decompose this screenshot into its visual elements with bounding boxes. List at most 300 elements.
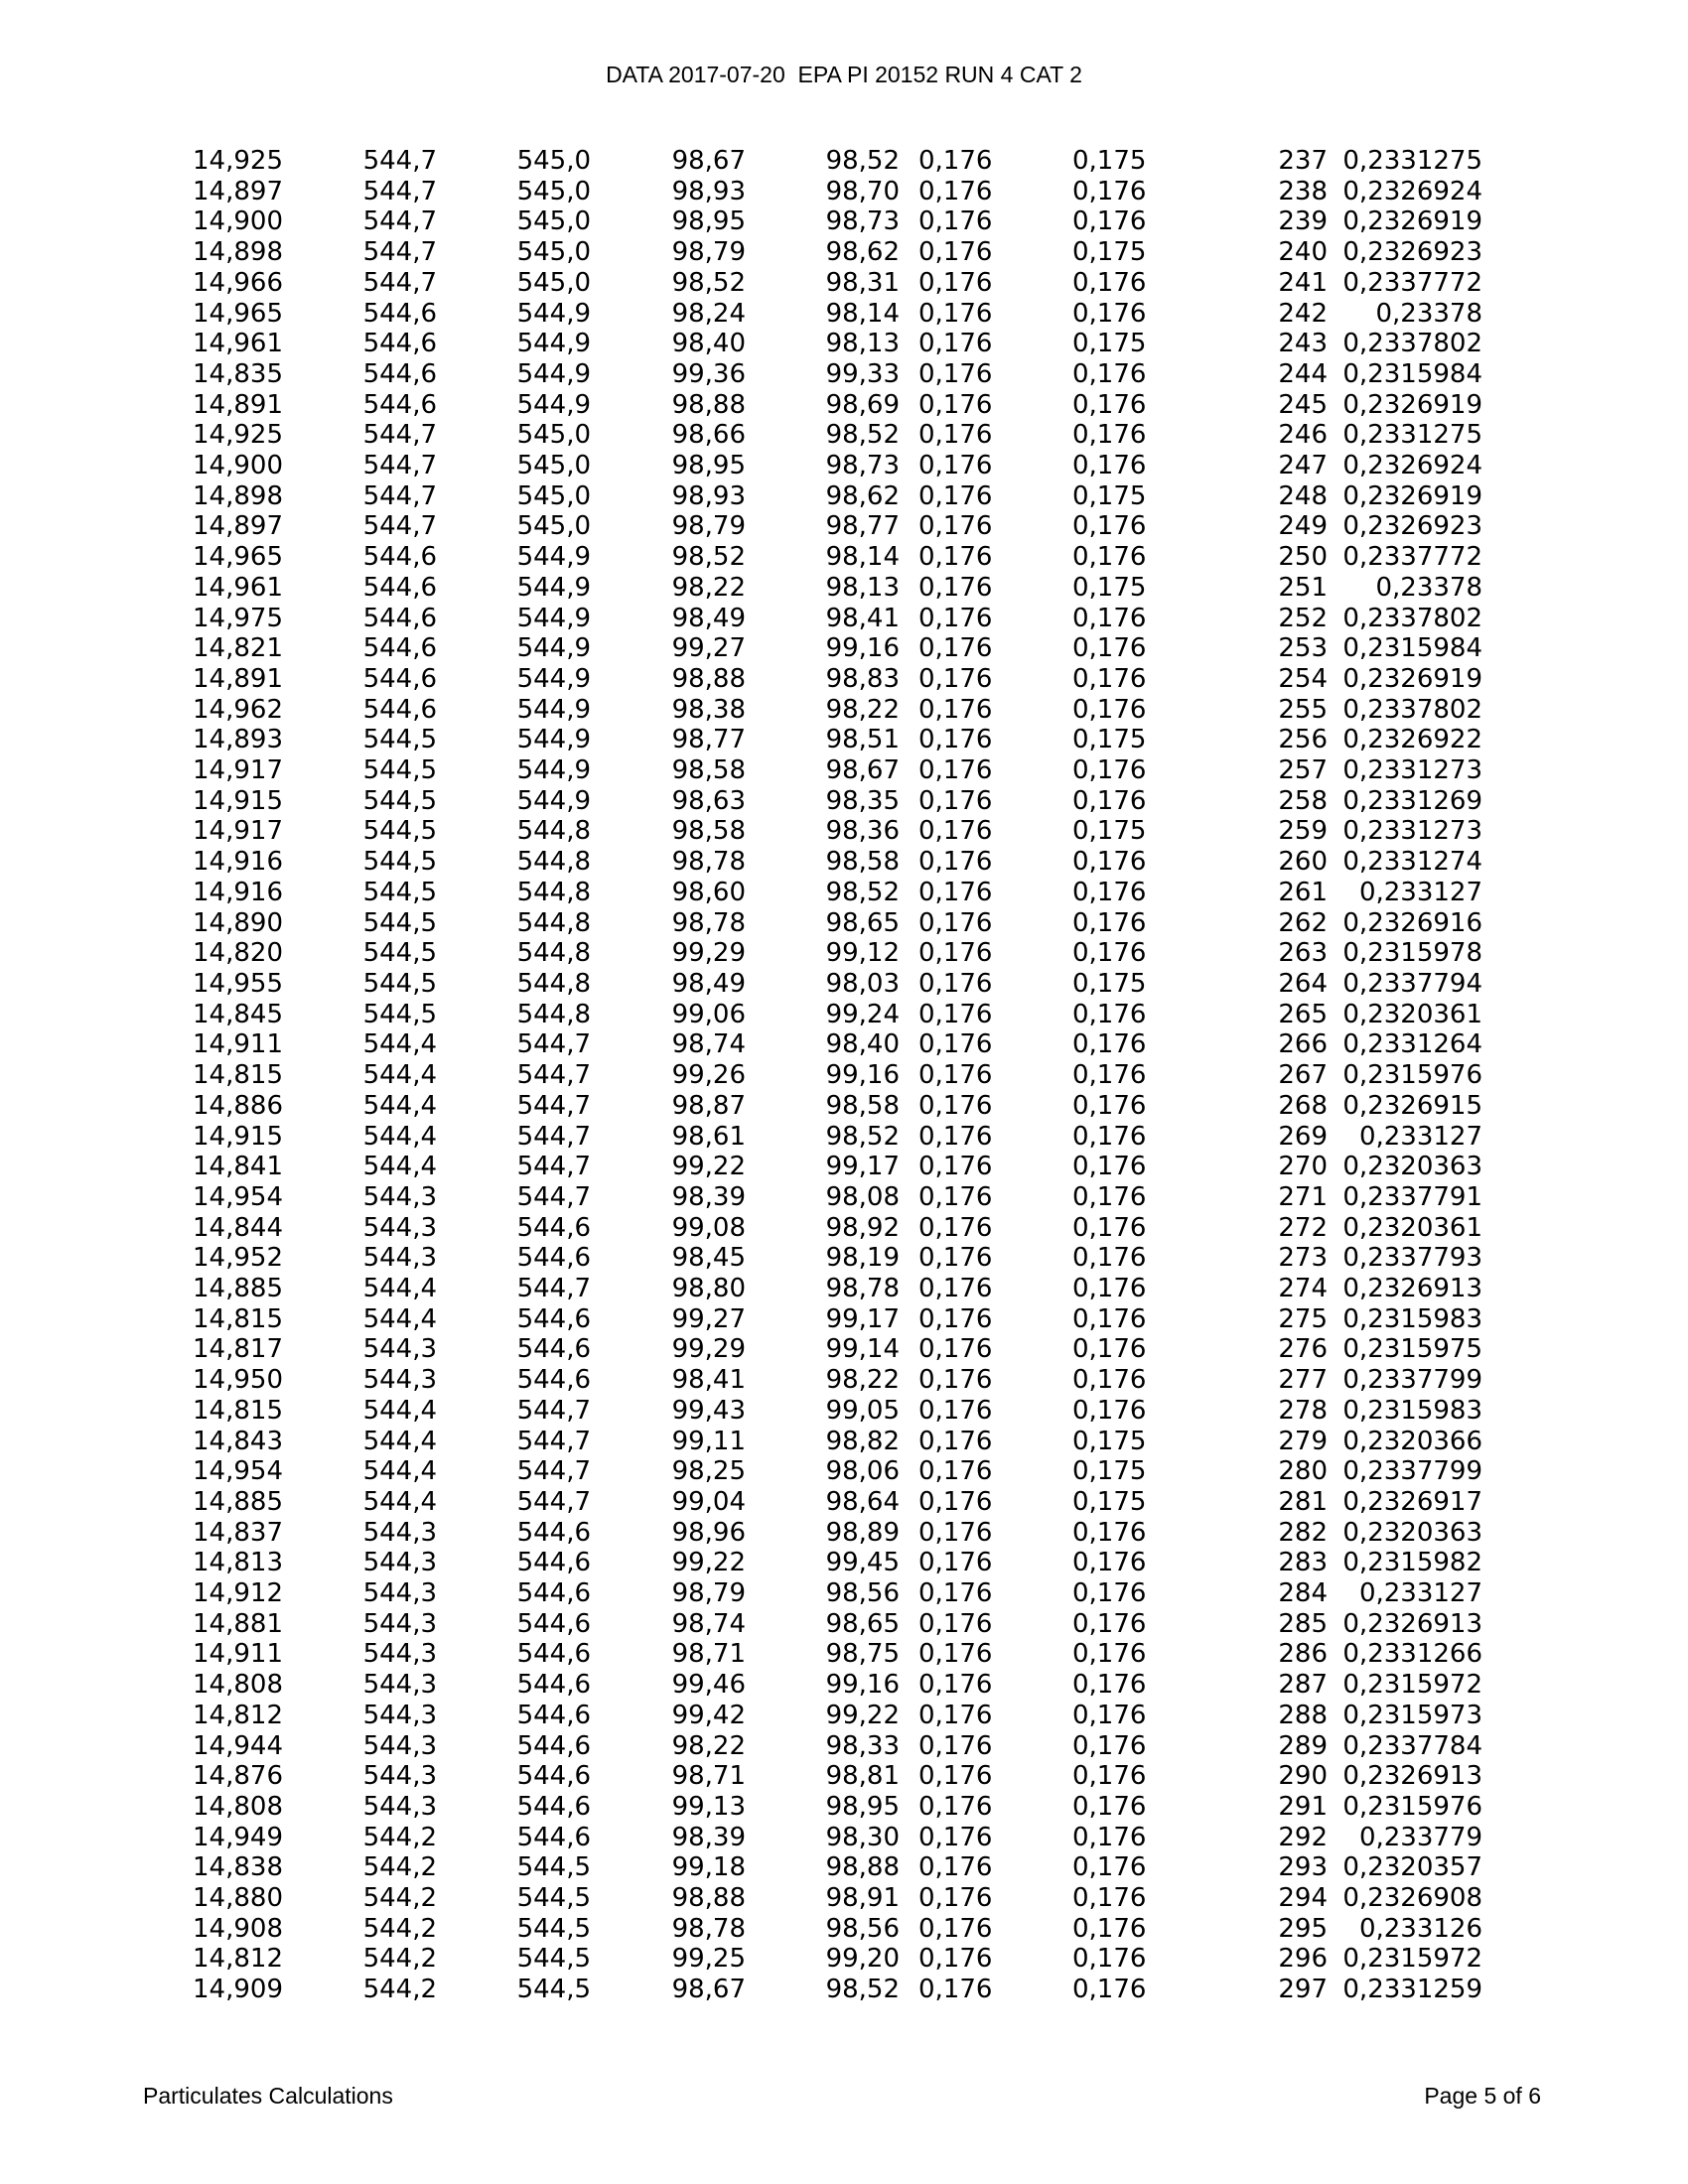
- table-cell: 0,176: [1072, 1517, 1147, 1548]
- table-cell: 0,2337799: [1342, 1456, 1482, 1487]
- table-cell: 98,63: [671, 785, 746, 816]
- table-cell: 14,808: [193, 1670, 283, 1701]
- table-cell: 99,45: [825, 1548, 900, 1578]
- table-cell: 0,2315984: [1342, 633, 1482, 664]
- table-cell: 544,5: [362, 725, 437, 755]
- table-cell: 98,52: [671, 542, 746, 573]
- table-row: [169, 1029, 1482, 1060]
- table-cell: 98,39: [671, 1822, 746, 1852]
- table-cell: 544,7: [516, 1152, 591, 1182]
- table-cell: 544,3: [362, 1700, 437, 1730]
- table-row: [169, 359, 1482, 390]
- table-cell: 544,9: [516, 603, 591, 633]
- table-cell: 98,65: [825, 1608, 900, 1639]
- table-cell: 544,4: [362, 1060, 437, 1091]
- table-cell: 239: [1278, 206, 1328, 237]
- table-cell: 275: [1278, 1303, 1328, 1334]
- table-cell: 0,175: [1072, 1426, 1147, 1456]
- table-cell: 98,88: [671, 1883, 746, 1914]
- table-row: [169, 390, 1482, 421]
- table-cell: 544,7: [516, 1090, 591, 1121]
- table-cell: 0,2326917: [1342, 1486, 1482, 1517]
- table-cell: 544,9: [516, 358, 591, 389]
- table-cell: 0,176: [918, 1670, 993, 1701]
- table-cell: 544,6: [516, 1243, 591, 1274]
- table-cell: 0,176: [918, 877, 993, 907]
- table-cell: 0,176: [918, 511, 993, 542]
- table-cell: 544,8: [516, 938, 591, 969]
- table-cell: 98,52: [825, 1121, 900, 1152]
- table-cell: 0,176: [1072, 1060, 1147, 1091]
- table-cell: 98,14: [825, 542, 900, 573]
- table-cell: 14,841: [193, 1152, 283, 1182]
- table-cell: 98,74: [671, 1608, 746, 1639]
- table-cell: 0,176: [918, 603, 993, 633]
- table-cell: 0,175: [1072, 725, 1147, 755]
- table-cell: 0,176: [1072, 1181, 1147, 1212]
- table-cell: 0,2331275: [1342, 146, 1482, 176]
- table-cell: 0,2337802: [1342, 694, 1482, 725]
- table-cell: 544,9: [516, 663, 591, 694]
- table-cell: 0,176: [918, 1639, 993, 1670]
- table-cell: 544,2: [362, 1975, 437, 2005]
- table-cell: 544,2: [362, 1852, 437, 1883]
- table-row: [169, 1456, 1482, 1487]
- table-cell: 98,93: [671, 480, 746, 511]
- table-cell: 98,33: [825, 1730, 900, 1761]
- table-cell: 14,975: [193, 603, 283, 633]
- table-cell: 99,12: [825, 938, 900, 969]
- table-row: [169, 177, 1482, 207]
- table-cell: 289: [1278, 1730, 1328, 1761]
- table-cell: 243: [1278, 329, 1328, 359]
- table-cell: 99,22: [671, 1548, 746, 1578]
- table-cell: 281: [1278, 1486, 1328, 1517]
- table-cell: 0,2315978: [1342, 938, 1482, 969]
- table-cell: 98,78: [671, 907, 746, 938]
- table-cell: 98,25: [671, 1456, 746, 1487]
- table-cell: 14,897: [193, 176, 283, 206]
- table-cell: 544,8: [516, 907, 591, 938]
- table-row: [169, 237, 1482, 268]
- table-cell: 99,04: [671, 1486, 746, 1517]
- table-cell: 249: [1278, 511, 1328, 542]
- table-row: [169, 1487, 1482, 1518]
- table-cell: 0,176: [918, 633, 993, 664]
- footer-title: Particulates Calculations: [143, 2083, 393, 2109]
- table-cell: 0,2315976: [1342, 1060, 1482, 1091]
- table-cell: 98,74: [671, 1029, 746, 1060]
- table-cell: 0,2326913: [1342, 1274, 1482, 1304]
- table-cell: 98,58: [671, 816, 746, 847]
- table-cell: 544,9: [516, 725, 591, 755]
- table-cell: 0,176: [1072, 785, 1147, 816]
- table-cell: 0,176: [1072, 877, 1147, 907]
- table-cell: 544,3: [362, 1334, 437, 1365]
- table-cell: 99,11: [671, 1426, 746, 1456]
- table-cell: 0,233127: [1358, 1121, 1482, 1152]
- table-cell: 0,2326924: [1342, 451, 1482, 481]
- table-cell: 98,88: [671, 663, 746, 694]
- table-cell: 544,7: [362, 451, 437, 481]
- table-cell: 0,176: [1072, 1029, 1147, 1060]
- table-cell: 287: [1278, 1670, 1328, 1701]
- table-cell: 99,06: [671, 999, 746, 1029]
- table-cell: 14,880: [193, 1883, 283, 1914]
- table-cell: 544,5: [362, 785, 437, 816]
- table-cell: 98,22: [671, 1730, 746, 1761]
- table-cell: 544,3: [362, 1181, 437, 1212]
- table-cell: 14,950: [193, 1365, 283, 1396]
- table-cell: 0,176: [1072, 511, 1147, 542]
- table-cell: 0,175: [1072, 480, 1147, 511]
- table-cell: 0,176: [918, 146, 993, 176]
- table-row: [169, 695, 1482, 726]
- table-cell: 14,966: [193, 267, 283, 298]
- table-cell: 0,176: [918, 1548, 993, 1578]
- table-cell: 0,176: [1072, 1395, 1147, 1426]
- table-row: [169, 511, 1482, 542]
- table-cell: 98,95: [825, 1791, 900, 1822]
- table-cell: 238: [1278, 176, 1328, 206]
- table-cell: 98,82: [825, 1426, 900, 1456]
- table-cell: 297: [1278, 1975, 1328, 2005]
- table-cell: 14,915: [193, 1121, 283, 1152]
- table-cell: 99,43: [671, 1395, 746, 1426]
- table-cell: 98,67: [671, 1975, 746, 2005]
- table-cell: 241: [1278, 267, 1328, 298]
- table-cell: 278: [1278, 1395, 1328, 1426]
- table-cell: 98,70: [825, 176, 900, 206]
- table-cell: 247: [1278, 451, 1328, 481]
- table-cell: 544,3: [362, 1517, 437, 1548]
- table-cell: 99,20: [825, 1944, 900, 1975]
- table-cell: 14,911: [193, 1029, 283, 1060]
- data-table: [169, 146, 1482, 2005]
- table-cell: 14,954: [193, 1456, 283, 1487]
- table-cell: 98,96: [671, 1517, 746, 1548]
- table-cell: 14,925: [193, 420, 283, 451]
- table-row: [169, 1609, 1482, 1640]
- table-cell: 544,6: [516, 1517, 591, 1548]
- table-cell: 14,954: [193, 1181, 283, 1212]
- table-cell: 0,176: [918, 329, 993, 359]
- table-cell: 14,808: [193, 1791, 283, 1822]
- table-cell: 0,2337794: [1342, 968, 1482, 999]
- table-cell: 544,5: [362, 847, 437, 878]
- table-cell: 0,2315975: [1342, 1334, 1482, 1365]
- table-cell: 0,176: [1072, 298, 1147, 329]
- table-row: [169, 268, 1482, 299]
- table-cell: 98,88: [825, 1852, 900, 1883]
- table-cell: 98,22: [825, 694, 900, 725]
- table-cell: 0,176: [1072, 907, 1147, 938]
- table-cell: 0,176: [918, 1334, 993, 1365]
- table-cell: 0,2337791: [1342, 1181, 1482, 1212]
- table-row: [169, 1334, 1482, 1365]
- table-cell: 544,9: [516, 542, 591, 573]
- table-cell: 14,898: [193, 480, 283, 511]
- table-row: [169, 816, 1482, 847]
- table-cell: 0,176: [918, 1395, 993, 1426]
- table-cell: 98,93: [671, 176, 746, 206]
- table-cell: 0,2326908: [1342, 1883, 1482, 1914]
- table-cell: 544,6: [362, 329, 437, 359]
- table-cell: 98,77: [671, 725, 746, 755]
- table-cell: 260: [1278, 847, 1328, 878]
- table-cell: 0,175: [1072, 572, 1147, 603]
- table-cell: 246: [1278, 420, 1328, 451]
- table-row: [169, 1396, 1482, 1427]
- table-cell: 98,75: [825, 1639, 900, 1670]
- table-cell: 254: [1278, 663, 1328, 694]
- table-cell: 544,5: [362, 999, 437, 1029]
- table-row: [169, 1182, 1482, 1213]
- table-cell: 0,2315972: [1342, 1944, 1482, 1975]
- table-cell: 14,965: [193, 542, 283, 573]
- table-cell: 544,6: [362, 663, 437, 694]
- table-row: [169, 908, 1482, 939]
- table-cell: 0,176: [918, 1365, 993, 1396]
- table-cell: 98,36: [825, 816, 900, 847]
- table-cell: 0,176: [918, 1975, 993, 2005]
- table-cell: 270: [1278, 1152, 1328, 1182]
- table-cell: 0,2315982: [1342, 1548, 1482, 1578]
- table-cell: 14,815: [193, 1060, 283, 1091]
- table-cell: 245: [1278, 389, 1328, 420]
- table-cell: 257: [1278, 755, 1328, 786]
- table-cell: 98,22: [825, 1365, 900, 1396]
- table-cell: 98,58: [825, 1090, 900, 1121]
- table-cell: 544,4: [362, 1029, 437, 1060]
- table-cell: 0,2326919: [1342, 480, 1482, 511]
- table-cell: 98,83: [825, 663, 900, 694]
- table-cell: 98,78: [825, 1274, 900, 1304]
- table-cell: 544,3: [362, 1548, 437, 1578]
- table-row: [169, 1823, 1482, 1853]
- table-cell: 544,3: [362, 1365, 437, 1396]
- table-cell: 14,885: [193, 1486, 283, 1517]
- table-cell: 99,29: [671, 938, 746, 969]
- table-cell: 282: [1278, 1517, 1328, 1548]
- table-cell: 280: [1278, 1456, 1328, 1487]
- table-cell: 0,176: [918, 1730, 993, 1761]
- table-cell: 0,176: [918, 237, 993, 268]
- table-cell: 544,2: [362, 1944, 437, 1975]
- table-cell: 544,7: [362, 176, 437, 206]
- table-cell: 544,9: [516, 694, 591, 725]
- table-cell: 99,24: [825, 999, 900, 1029]
- table-cell: 0,233779: [1358, 1822, 1482, 1852]
- table-cell: 0,176: [1072, 847, 1147, 878]
- table-cell: 262: [1278, 907, 1328, 938]
- table-row: [169, 786, 1482, 817]
- table-cell: 0,176: [918, 968, 993, 999]
- table-cell: 0,176: [918, 1243, 993, 1274]
- table-cell: 98,95: [671, 206, 746, 237]
- table-cell: 286: [1278, 1639, 1328, 1670]
- table-cell: 0,175: [1072, 329, 1147, 359]
- table-row: [169, 1518, 1482, 1549]
- table-row: [169, 1152, 1482, 1182]
- table-cell: 544,5: [362, 968, 437, 999]
- table-cell: 0,176: [1072, 267, 1147, 298]
- table-cell: 0,176: [918, 1822, 993, 1852]
- table-cell: 544,6: [516, 1578, 591, 1609]
- table-cell: 98,71: [671, 1761, 746, 1792]
- table-cell: 98,95: [671, 451, 746, 481]
- table-cell: 0,176: [918, 938, 993, 969]
- table-cell: 98,80: [671, 1274, 746, 1304]
- table-cell: 545,0: [516, 420, 591, 451]
- table-cell: 544,6: [362, 603, 437, 633]
- table-cell: 98,79: [671, 237, 746, 268]
- table-cell: 0,176: [1072, 420, 1147, 451]
- table-cell: 0,176: [918, 1274, 993, 1304]
- table-cell: 0,2326913: [1342, 1761, 1482, 1792]
- table-cell: 290: [1278, 1761, 1328, 1792]
- table-cell: 250: [1278, 542, 1328, 573]
- table-cell: 99,46: [671, 1670, 746, 1701]
- table-row: [169, 299, 1482, 330]
- table-cell: 14,917: [193, 816, 283, 847]
- table-cell: 544,6: [362, 572, 437, 603]
- table-cell: 0,176: [918, 1029, 993, 1060]
- table-cell: 98,31: [825, 267, 900, 298]
- table-cell: 0,176: [1072, 1090, 1147, 1121]
- table-cell: 544,4: [362, 1090, 437, 1121]
- table-cell: 237: [1278, 146, 1328, 176]
- table-cell: 14,876: [193, 1761, 283, 1792]
- table-cell: 99,33: [825, 358, 900, 389]
- table-cell: 544,6: [362, 298, 437, 329]
- table-cell: 544,7: [362, 267, 437, 298]
- table-cell: 545,0: [516, 237, 591, 268]
- table-cell: 0,176: [1072, 1303, 1147, 1334]
- table-cell: 544,5: [362, 816, 437, 847]
- table-cell: 259: [1278, 816, 1328, 847]
- table-cell: 14,837: [193, 1517, 283, 1548]
- table-cell: 14,908: [193, 1913, 283, 1944]
- table-cell: 295: [1278, 1913, 1328, 1944]
- table-cell: 0,176: [918, 572, 993, 603]
- table-cell: 14,965: [193, 298, 283, 329]
- table-cell: 0,176: [918, 1303, 993, 1334]
- table-cell: 14,890: [193, 907, 283, 938]
- table-cell: 98,73: [825, 451, 900, 481]
- table-cell: 0,176: [918, 999, 993, 1029]
- table-cell: 544,6: [516, 1822, 591, 1852]
- table-cell: 98,45: [671, 1243, 746, 1274]
- table-cell: 98,78: [671, 1913, 746, 1944]
- table-cell: 544,5: [516, 1913, 591, 1944]
- table-cell: 544,7: [516, 1486, 591, 1517]
- table-cell: 99,42: [671, 1700, 746, 1730]
- table-cell: 0,176: [918, 1608, 993, 1639]
- table-row: [169, 481, 1482, 512]
- table-cell: 0,2331273: [1342, 755, 1482, 786]
- table-cell: 0,176: [1072, 603, 1147, 633]
- table-row: [169, 1213, 1482, 1244]
- table-cell: 0,176: [1072, 1852, 1147, 1883]
- table-cell: 0,176: [918, 420, 993, 451]
- table-row: [169, 1060, 1482, 1091]
- table-row: [169, 1731, 1482, 1762]
- table-cell: 544,4: [362, 1426, 437, 1456]
- table-cell: 544,9: [516, 785, 591, 816]
- table-cell: 544,4: [362, 1456, 437, 1487]
- table-cell: 0,2326919: [1342, 389, 1482, 420]
- table-cell: 98,22: [671, 572, 746, 603]
- table-cell: 288: [1278, 1700, 1328, 1730]
- table-cell: 14,944: [193, 1730, 283, 1761]
- table-row: [169, 1427, 1482, 1457]
- table-cell: 544,7: [516, 1181, 591, 1212]
- table-cell: 545,0: [516, 146, 591, 176]
- table-cell: 264: [1278, 968, 1328, 999]
- table-cell: 0,2337784: [1342, 1730, 1482, 1761]
- table-cell: 544,6: [516, 1303, 591, 1334]
- table-cell: 0,176: [918, 816, 993, 847]
- table-row: [169, 1274, 1482, 1304]
- table-cell: 0,176: [1072, 633, 1147, 664]
- table-cell: 544,7: [362, 237, 437, 268]
- table-cell: 14,844: [193, 1212, 283, 1243]
- table-cell: 99,26: [671, 1060, 746, 1091]
- table-cell: 0,2331264: [1342, 1029, 1482, 1060]
- table-cell: 0,23378: [1375, 572, 1482, 603]
- table-cell: 0,2320363: [1342, 1152, 1482, 1182]
- table-cell: 0,175: [1072, 968, 1147, 999]
- table-cell: 0,176: [918, 1791, 993, 1822]
- table-row: [169, 604, 1482, 634]
- table-cell: 14,949: [193, 1822, 283, 1852]
- table-cell: 98,79: [671, 1578, 746, 1609]
- table-cell: 0,176: [918, 1060, 993, 1091]
- table-cell: 99,05: [825, 1395, 900, 1426]
- table-cell: 0,2315984: [1342, 358, 1482, 389]
- table-cell: 98,58: [825, 847, 900, 878]
- table-cell: 0,176: [918, 847, 993, 878]
- table-cell: 98,56: [825, 1913, 900, 1944]
- table-cell: 14,962: [193, 694, 283, 725]
- table-cell: 0,176: [918, 785, 993, 816]
- table-cell: 14,915: [193, 785, 283, 816]
- table-cell: 0,2326915: [1342, 1090, 1482, 1121]
- table-cell: 294: [1278, 1883, 1328, 1914]
- table-cell: 98,58: [671, 755, 746, 786]
- table-cell: 98,06: [825, 1456, 900, 1487]
- page-header-title: DATA 2017-07-20 EPA PI 20152 RUN 4 CAT 2: [606, 62, 1082, 87]
- table-cell: 544,6: [362, 358, 437, 389]
- table-cell: 0,176: [1072, 389, 1147, 420]
- table-cell: 99,17: [825, 1303, 900, 1334]
- table-cell: 98,52: [825, 1975, 900, 2005]
- table-cell: 98,03: [825, 968, 900, 999]
- table-cell: 544,7: [516, 1456, 591, 1487]
- table-cell: 544,7: [362, 420, 437, 451]
- table-row: [169, 1701, 1482, 1731]
- table-cell: 98,65: [825, 907, 900, 938]
- table-cell: 98,41: [671, 1365, 746, 1396]
- table-row: [169, 1091, 1482, 1122]
- table-cell: 0,176: [918, 1152, 993, 1182]
- table-cell: 99,25: [671, 1944, 746, 1975]
- table-row: [169, 1914, 1482, 1945]
- table-cell: 544,6: [516, 1700, 591, 1730]
- table-cell: 544,6: [516, 1791, 591, 1822]
- table-cell: 99,16: [825, 1060, 900, 1091]
